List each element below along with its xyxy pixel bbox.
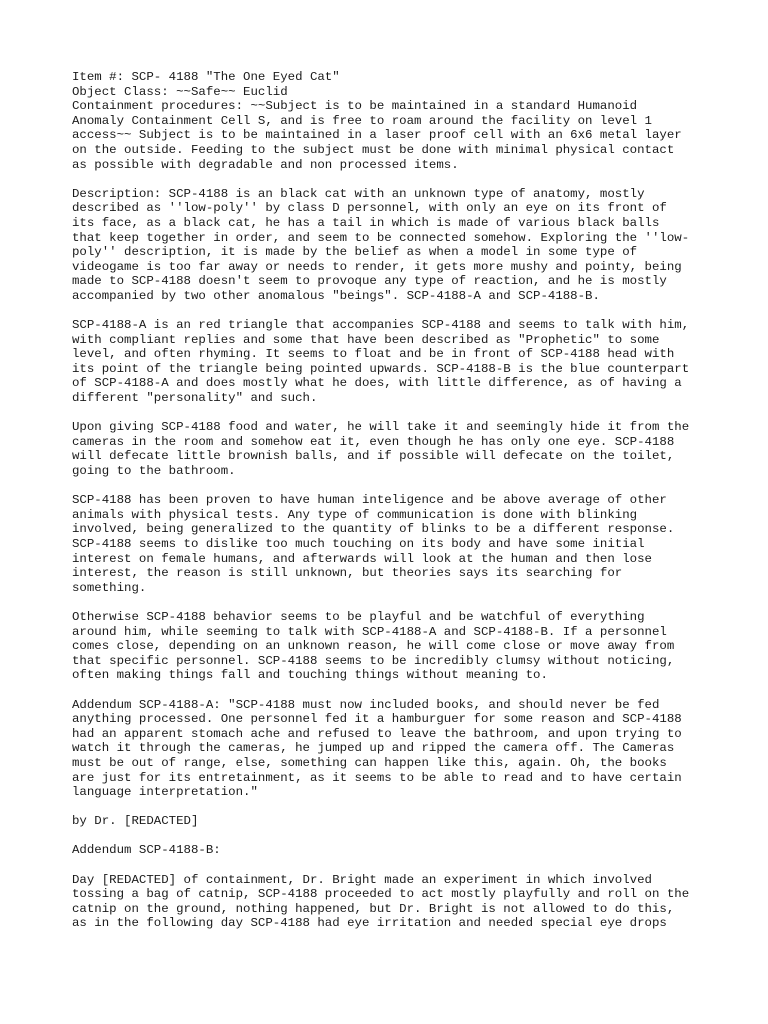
feeding-paragraph: Upon giving SCP-4188 food and water, he will take it and seemingly hide it from the cameras in the room and somehow eat it, even though he has only one eye. SCP-4188 will defecate little brownish balls, and if possible will defecate on the toilet, going to the bathroom. <box>72 420 690 479</box>
addendum-a-paragraph: Addendum SCP-4188-A: "SCP-4188 must now included books, and should never be fed anything processed. One personnel fed it a hamburguer for some reason and SCP-4188 had an apparent stomach ache and refused to leave the bathroom, and upon trying to watch it through the cameras, he jumped up and ripped the camera off. The Cameras must be out of range, else, something can happen like this, again. Oh, the books are just for its entretainment, as it seems to be able to read and to have certain language interpretation." <box>72 697 682 800</box>
item-number-line: Item #: SCP- 4188 "The One Eyed Cat" <box>72 70 340 84</box>
addendum-b-paragraph: Day [REDACTED] of containment, Dr. Bright made an experiment in which involved tossing a bag of catnip, SCP-4188 proceeded to act mostly playfully and roll on the catnip on the ground, nothing happened, but Dr. Bright is not allowed to do this, as in the following day SCP-4188 had eye irritation and needed special eye drops <box>72 872 690 931</box>
byline: by Dr. [REDACTED] <box>72 814 199 829</box>
object-class-line: Object Class: ~~Safe~~ Euclid <box>72 84 288 99</box>
scp-4188-a-paragraph: SCP-4188-A is an red triangle that accompanies SCP-4188 and seems to talk with him, with compliant replies and some that have been described as "Prophetic" to some level, and often rhyming. It seems to float and be in front of SCP-4188 head with its point of the triangle being pointed upwards. SCP-4188-B is the blue counterpart of SCP-4188-A and does mostly what he does, with little difference, as of having a different "personality" and such. <box>72 318 690 406</box>
intelligence-paragraph: SCP-4188 has been proven to have human inteligence and be above average of other animals with physical tests. Any type of communication is done with blinking involved, being generalized to the quantity of blinks to be a different response. SCP-4188 seems to dislike too much touching on its body and have some initial interest on female humans, and afterwards will look at the human and then lose interest, the reason is still unknown, but theories says its searching for something. <box>72 493 675 595</box>
addendum-b-title: Addendum SCP-4188-B: <box>72 843 221 858</box>
document-page <box>72 70 712 946</box>
behavior-paragraph: Otherwise SCP-4188 behavior seems to be playful and be watchful of everything around him, while seeming to talk with SCP-4188-A and SCP-4188-B. If a personnel comes close, depending on an unknown reason, he will come close or move away from that specific personnel. SCP-4188 seems to be incredibly clumsy without noticing, often making things fall and touching things without meaning to. <box>72 609 675 683</box>
containment-procedures: Containment procedures: ~~Subject is to be maintained in a standard Humanoid Anomaly Containment Cell S, and is free to roam around the facility on level 1 access~~ Subject is to be maintained in a laser proof cell with an 6x6 metal layer on the outside. Feeding to the subject must be done with minimal physical contact as possible with degradable and non processed items. <box>72 99 682 172</box>
description-paragraph: Description: SCP-4188 is an black cat with an unknown type of anatomy, mostly described as ''low-poly'' by class D personnel, with only an eye on its front of its face, as a black cat, he has a tail in which is made of various black balls that keep together in order, and seem to be connected somehow. Exploring the ''low- poly'' description, it is made by the belief as when a model in some type of videogame is too far away or needs to render, it gets more mushy and pointy, being made to SCP-4188 doesn't seem to provoque any type of reaction, and he is mostly accompanied by two other anomalous "beings". SCP-4188-A and SCP-4188-B. <box>72 186 690 303</box>
